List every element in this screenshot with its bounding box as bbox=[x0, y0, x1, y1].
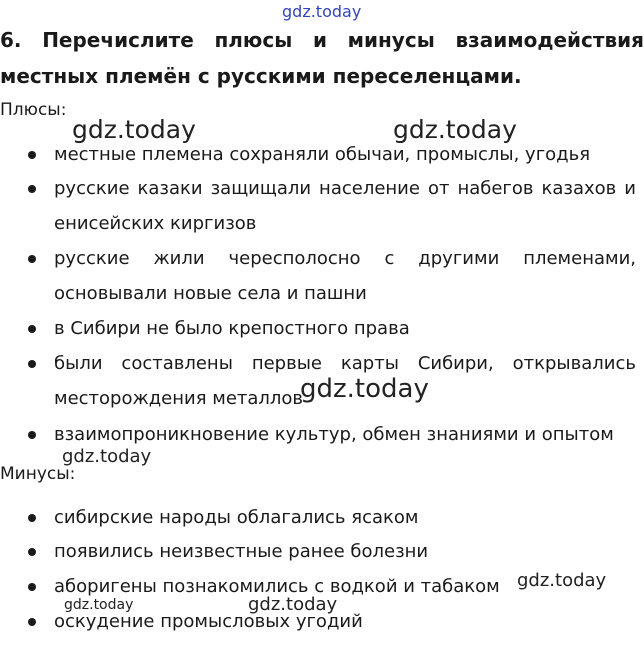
watermark-top: gdz.today bbox=[282, 2, 362, 21]
cons-item: появились неизвестные ранее болезни bbox=[28, 534, 636, 569]
watermark-1: gdz.today bbox=[72, 115, 196, 144]
watermark-5: gdz.today bbox=[517, 570, 607, 591]
pros-item: русские казаки защищали население от набегов казахов и енисейских киргизов bbox=[28, 171, 636, 241]
cons-item: оскудение промысловых угодий bbox=[28, 604, 636, 639]
pros-item: были составлены первые карты Сибири, открывались месторождения металлов bbox=[28, 346, 636, 416]
cons-item: аборигены познакомились с водкой и табаком bbox=[28, 569, 636, 604]
pros-label: Плюсы: bbox=[0, 100, 67, 120]
pros-item: местные племена сохраняли обычаи, промыслы, угодья bbox=[28, 137, 636, 172]
watermark-7: gdz.today bbox=[248, 594, 338, 615]
cons-item: сибирские народы облагались ясаком bbox=[28, 500, 636, 535]
watermark-4: gdz.today bbox=[62, 446, 152, 467]
question-text: Перечислите плюсы и минусы взаимодействия местных племён с русскими переселенцами. bbox=[0, 28, 644, 88]
watermark-6: gdz.today bbox=[64, 597, 134, 613]
question-number: 6. bbox=[0, 28, 22, 52]
pros-item: в Сибири не было крепостного права bbox=[28, 311, 636, 346]
pros-item: взаимопроникновение культур, обмен знаниями и опытом bbox=[28, 417, 636, 452]
question-heading bbox=[0, 22, 644, 94]
cons-label: Минусы: bbox=[0, 464, 76, 484]
watermark-3: gdz.today bbox=[300, 374, 429, 404]
pros-item: русские жили чересполосно с другими племенами, основывали новые села и пашни bbox=[28, 241, 636, 311]
watermark-2: gdz.today bbox=[393, 115, 517, 144]
